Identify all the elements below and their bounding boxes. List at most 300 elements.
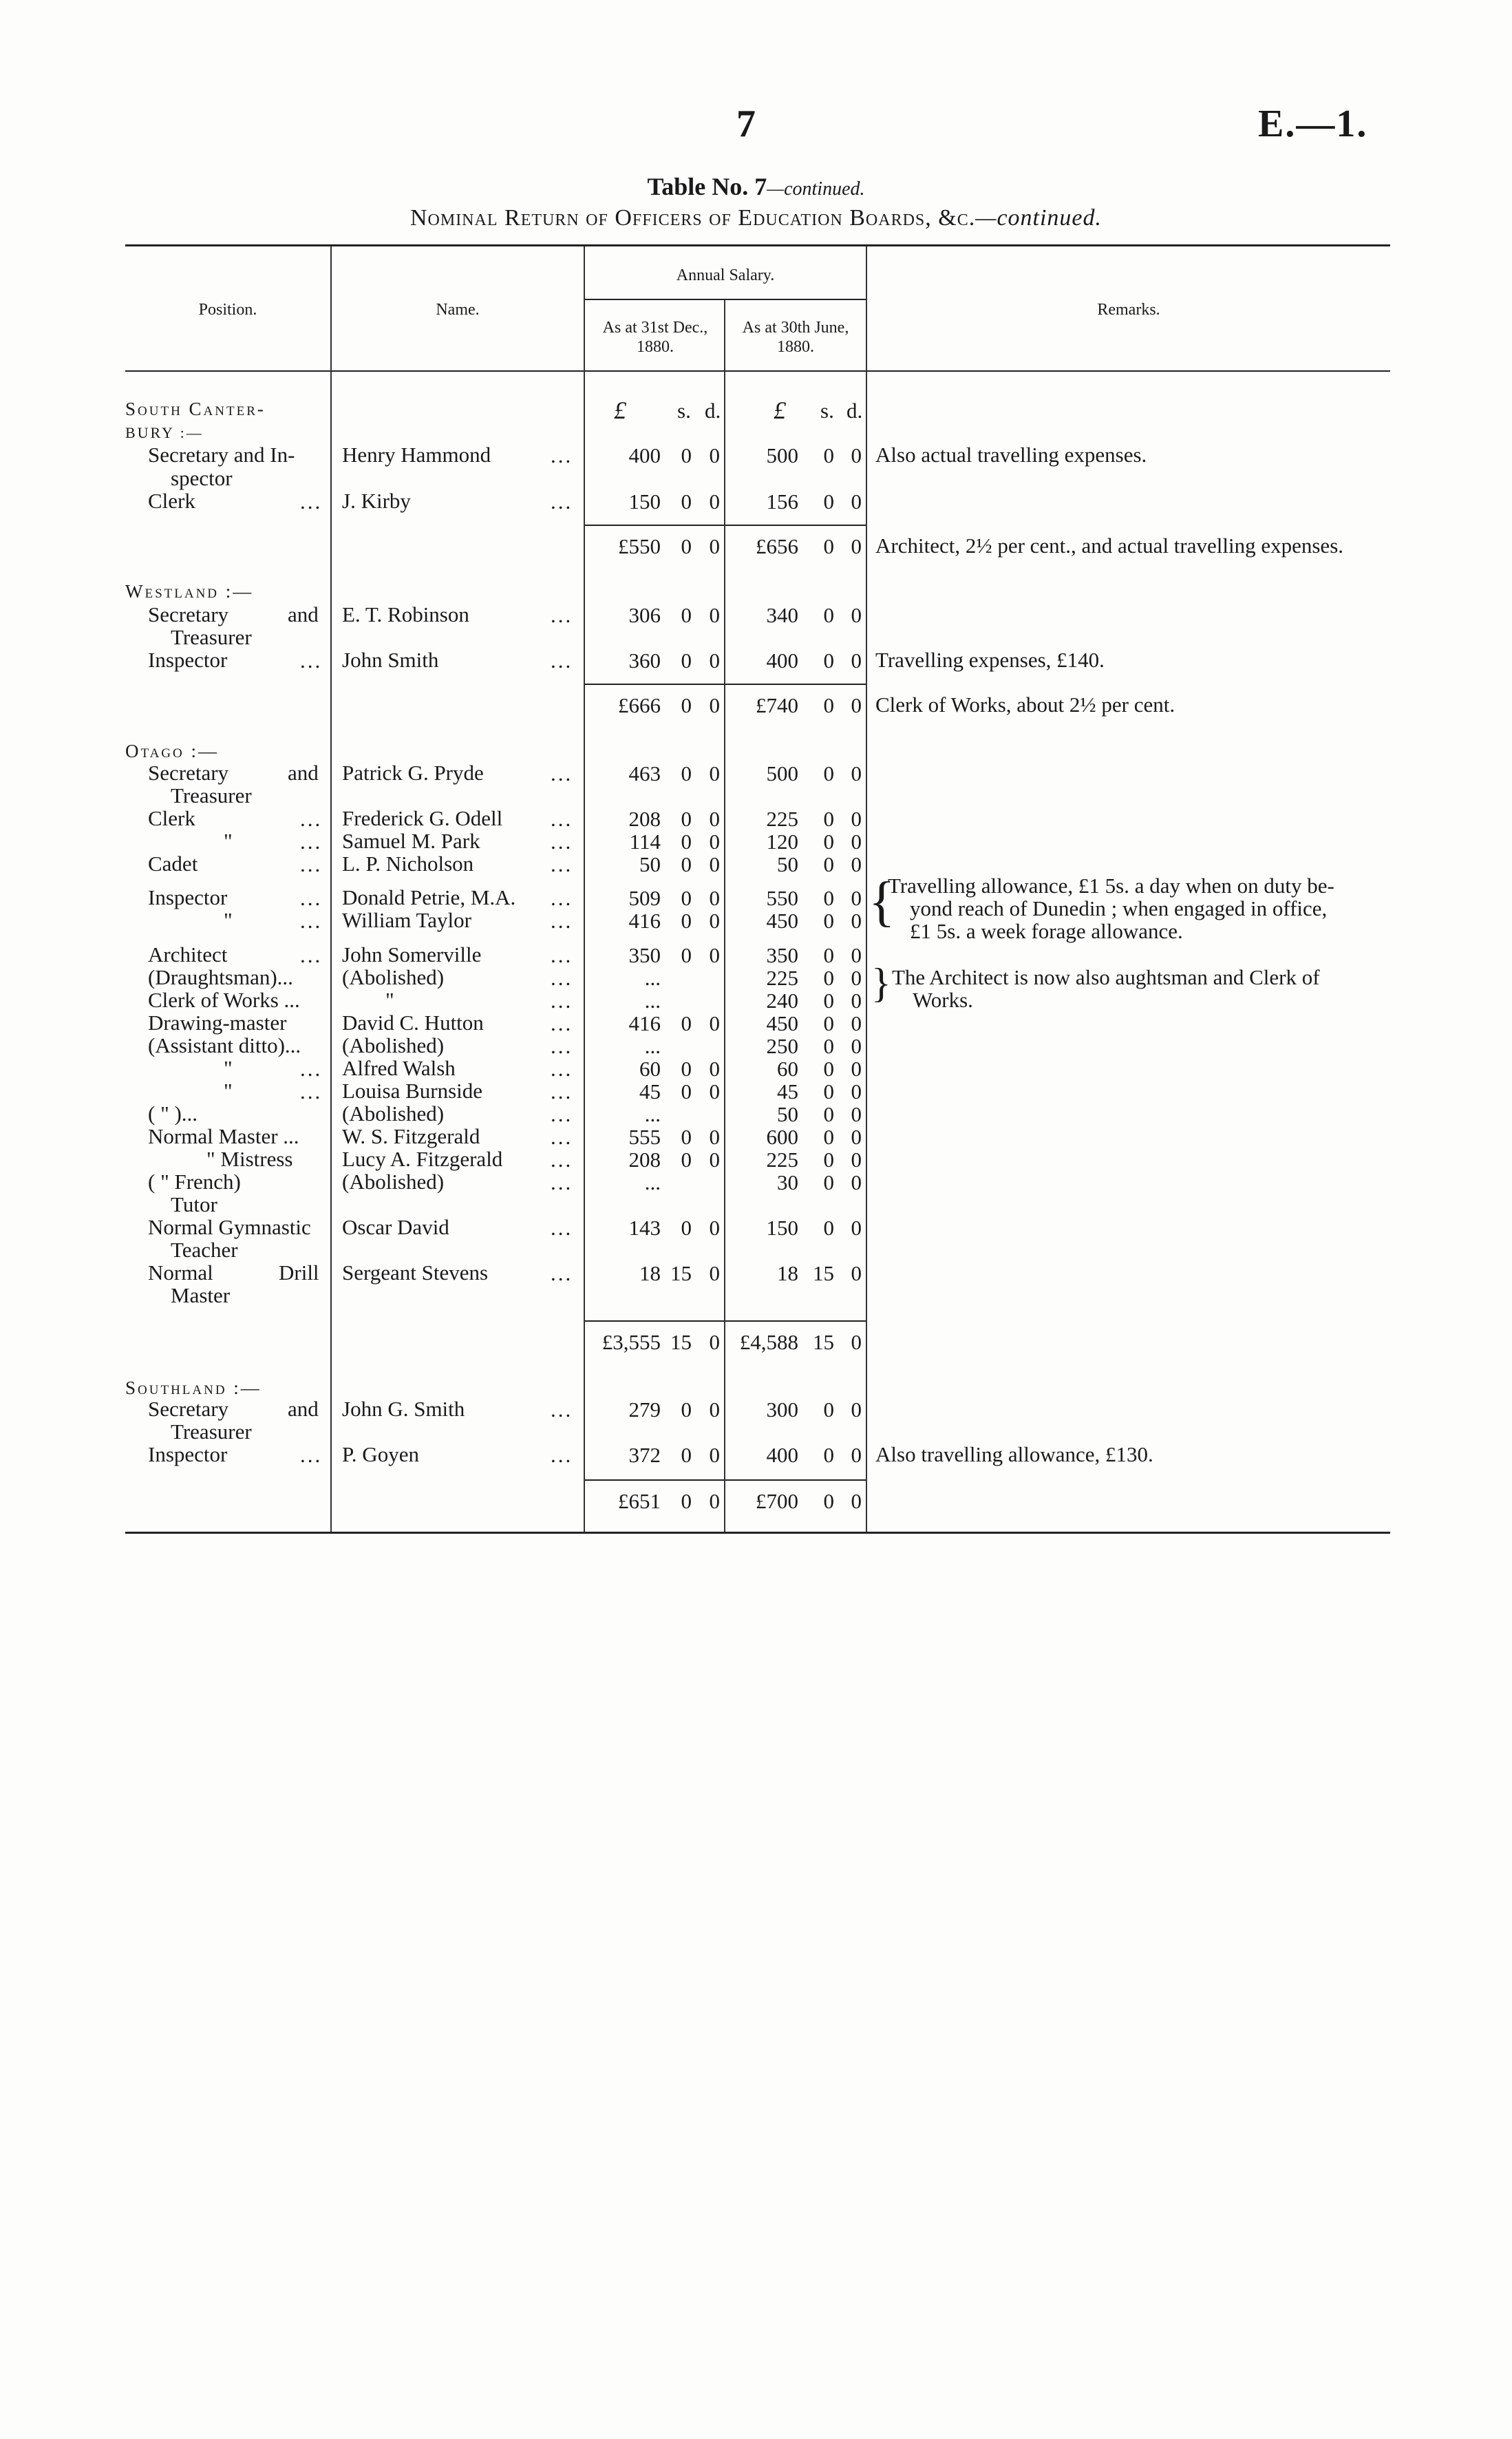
salary-june-shillings: 0	[823, 603, 834, 627]
salary-june-shillings: 0	[823, 830, 834, 854]
header-dec-line1: As at 31st Dec.,	[602, 319, 708, 337]
salary-june-shillings: 0	[823, 1148, 834, 1172]
table-top-rule	[125, 244, 1390, 246]
position-leader-dots: ...	[300, 807, 323, 831]
position-label: BURY :—	[125, 424, 204, 441]
position-leader-dots: ...	[300, 886, 323, 910]
name-leader-dots: ...	[551, 1443, 573, 1467]
salary-dec-pounds: 416	[628, 909, 661, 933]
salary-june-pence: 0	[851, 966, 862, 990]
column-divider-position	[330, 246, 332, 1532]
salary-june-pence: 0	[851, 1057, 862, 1081]
brace-architect: }	[871, 960, 891, 1006]
salary-june-pence: 0	[851, 1216, 862, 1240]
header-june-line2: 1880.	[777, 338, 814, 356]
position-label: (Draughtsman)...	[148, 965, 293, 989]
salary-dec-pounds: 45	[639, 1079, 661, 1104]
salary-june-pence: 0	[851, 761, 862, 785]
salary-june-shillings: 0	[823, 1489, 834, 1513]
salary-dec-shillings: 0	[681, 443, 692, 467]
position-leader-dots: ...	[300, 852, 323, 876]
salary-dec-pence: 0	[709, 943, 720, 967]
salary-dec-shillings: 0	[681, 807, 692, 831]
officer-name: (Abolished)	[342, 1170, 445, 1194]
salary-dec-pounds: 555	[628, 1125, 661, 1149]
position-label: Normal Gymnastic	[148, 1215, 311, 1239]
salary-dec-pounds: 416	[628, 1011, 661, 1035]
name-leader-dots: ...	[551, 886, 573, 910]
position-label: Secretary	[148, 761, 229, 785]
remark-travel-line3: £1 5s. a week forage allowance.	[910, 919, 1183, 943]
salary-june-pounds: 156	[766, 489, 798, 514]
salary-june-pounds: 225	[766, 966, 798, 990]
salary-dec-pence: 0	[709, 1148, 720, 1172]
salary-dec-pounds: 372	[628, 1443, 661, 1467]
name-leader-dots: ...	[551, 1261, 573, 1285]
salary-june-pounds: 240	[766, 989, 798, 1013]
header-position: Position.	[198, 301, 257, 319]
salary-june-pounds: 500	[766, 443, 798, 467]
salary-june-pounds: 45	[777, 1079, 798, 1104]
salary-dec-shillings: 0	[681, 1489, 692, 1513]
remark-travel-line1: Travelling allowance, £1 5s. a day when on duty be-	[888, 874, 1334, 898]
salary-june-shillings: 0	[823, 1216, 834, 1240]
salary-dec-pounds: ...	[644, 989, 661, 1013]
name-leader-dots: ...	[551, 443, 573, 467]
officer-name: Donald Petrie, M.A.	[342, 885, 516, 909]
salary-dec-pence: 0	[709, 886, 720, 910]
salary-dec-pounds: 60	[639, 1057, 661, 1081]
salary-june-shillings: 0	[823, 1034, 834, 1058]
remark-text: Architect, 2½ per cent., and actual travelling expenses.	[875, 534, 1344, 558]
salary-dec-shillings: 0	[681, 852, 692, 876]
document-reference: E.—1.	[1258, 103, 1368, 145]
salary-dec-pence: 0	[709, 1057, 720, 1081]
salary-june-pounds: 340	[766, 603, 798, 627]
salary-june-pence: 0	[851, 603, 862, 627]
position-label: Treasurer	[171, 783, 252, 807]
name-leader-dots: ...	[551, 1034, 573, 1058]
salary-dec-shillings: 0	[681, 1011, 692, 1035]
salary-dec-pounds: 18	[639, 1261, 661, 1285]
table-subtitle-continued: —continued.	[975, 205, 1103, 231]
salary-june-pence: 0	[851, 1148, 862, 1172]
salary-june-pence: 0	[851, 1034, 862, 1058]
salary-dec-pence: 0	[709, 852, 720, 876]
position-and-word: and	[288, 761, 319, 785]
salary-june-pounds: £700	[756, 1489, 798, 1513]
unit-d-dec: d.	[705, 399, 721, 423]
unit-pound-june: £	[774, 397, 786, 424]
name-leader-dots: ...	[551, 1216, 573, 1240]
position-label: Drawing-master	[148, 1011, 287, 1035]
salary-dec-pence: 0	[709, 1489, 720, 1513]
table-subtitle-main: Nominal Return of Officers of Education Boards, &c.	[409, 205, 976, 231]
officer-name: E. T. Robinson	[342, 602, 469, 626]
position-label: Clerk	[148, 806, 195, 830]
header-remarks: Remarks.	[1097, 301, 1160, 319]
salary-june-pence: 0	[851, 1261, 862, 1285]
officer-name: Henry Hammond	[342, 443, 491, 467]
salary-dec-pounds: 279	[628, 1397, 661, 1422]
officer-name: John Somerville	[342, 942, 482, 967]
salary-june-shillings: 0	[823, 909, 834, 933]
salary-dec-pounds: ...	[644, 1102, 661, 1126]
position-leader-dots: ...	[300, 489, 323, 514]
salary-dec-pounds: £3,555	[601, 1330, 661, 1354]
name-leader-dots: ...	[551, 603, 573, 627]
position-label: Master	[171, 1283, 231, 1307]
position-leader-dots: ...	[300, 830, 323, 854]
officer-name: John Smith	[342, 648, 439, 672]
remark-text: Travelling expenses, £140.	[875, 648, 1105, 672]
salary-june-pounds: 450	[766, 909, 798, 933]
name-leader-dots: ...	[551, 989, 573, 1013]
position-label: Treasurer	[171, 625, 252, 649]
salary-june-shillings: 0	[823, 886, 834, 910]
salary-june-shillings: 0	[823, 648, 834, 673]
header-june-1880	[725, 318, 866, 357]
salary-june-shillings: 0	[823, 1079, 834, 1104]
salary-june-shillings: 0	[823, 989, 834, 1013]
salary-dec-pence: 0	[709, 1125, 720, 1149]
position-leader-dots: ...	[300, 1443, 323, 1467]
salary-june-pence: 0	[851, 489, 862, 514]
position-label: Clerk	[148, 489, 195, 513]
salary-june-pounds: 600	[766, 1125, 798, 1149]
name-leader-dots: ...	[551, 489, 573, 514]
name-leader-dots: ...	[551, 761, 573, 785]
position-leader-dots: ...	[300, 909, 323, 933]
salary-dec-shillings: 0	[681, 1057, 692, 1081]
officer-name: (Abolished)	[342, 965, 445, 989]
salary-june-pounds: 50	[777, 852, 798, 876]
salary-june-pence: 0	[851, 943, 862, 967]
salary-dec-pounds: 150	[628, 489, 661, 514]
salary-june-pence: 0	[851, 909, 862, 933]
brace-travel: {	[869, 872, 895, 932]
salary-dec-pounds: 208	[628, 807, 661, 831]
salary-june-pence: 0	[851, 852, 862, 876]
salary-june-pence: 0	[851, 1011, 862, 1035]
name-leader-dots: ...	[551, 909, 573, 933]
salary-june-pounds: £740	[756, 693, 798, 717]
position-label: Normal	[148, 1260, 213, 1285]
salary-june-shillings: 15	[813, 1330, 834, 1354]
salary-june-pounds: 450	[766, 1011, 798, 1035]
salary-dec-shillings: 15	[670, 1261, 692, 1285]
officer-name: Samuel M. Park	[342, 829, 480, 853]
salary-june-pounds: 400	[766, 1443, 798, 1467]
position-label: "	[224, 1079, 233, 1103]
salary-june-pence: 0	[851, 693, 862, 717]
position-and-word: and	[288, 1397, 319, 1421]
header-bottom-rule	[125, 370, 1390, 372]
position-label: Normal Master ...	[148, 1124, 299, 1148]
name-leader-dots: ...	[551, 1011, 573, 1035]
salary-june-pence: 0	[851, 1170, 862, 1194]
salary-dec-shillings: 0	[681, 830, 692, 854]
salary-june-pence: 0	[851, 1489, 862, 1513]
position-leader-dots: ...	[300, 1057, 323, 1081]
salary-dec-pence: 0	[709, 1330, 720, 1354]
salary-dec-shillings: 0	[681, 943, 692, 967]
officer-name: L. P. Nicholson	[342, 852, 474, 876]
salary-dec-pounds: 306	[628, 603, 661, 627]
salary-dec-pounds: 114	[629, 830, 661, 854]
position-label: "	[224, 829, 233, 853]
position-leader-dots: ...	[300, 648, 323, 673]
position-label: Tutor	[171, 1192, 217, 1216]
position-label: South Canter-	[125, 399, 266, 419]
position-label: Inspector	[148, 1442, 228, 1466]
salary-dec-pence: 0	[709, 648, 720, 673]
salary-june-pounds: 225	[766, 1148, 798, 1172]
salary-dec-pounds: 509	[628, 886, 661, 910]
position-leader-dots: ...	[300, 943, 323, 967]
salary-june-pence: 0	[851, 443, 862, 467]
salary-june-shillings: 0	[823, 693, 834, 717]
salary-june-pounds: 50	[777, 1102, 798, 1126]
salary-june-shillings: 0	[823, 1397, 834, 1422]
name-leader-dots: ...	[551, 1125, 573, 1149]
salary-june-pence: 0	[851, 1125, 862, 1149]
salary-june-pence: 0	[851, 1079, 862, 1104]
salary-dec-shillings: 0	[681, 693, 692, 717]
officer-name: (Abolished)	[342, 1033, 445, 1057]
salary-june-pence: 0	[851, 1330, 862, 1354]
salary-dec-shillings: 0	[681, 603, 692, 627]
salary-june-shillings: 0	[823, 534, 834, 558]
officer-name: W. S. Fitzgerald	[342, 1124, 480, 1148]
header-dec-line2: 1880.	[637, 338, 674, 356]
salary-june-shillings: 0	[823, 761, 834, 785]
salary-june-pounds: 300	[766, 1397, 798, 1422]
salary-dec-pence: 0	[709, 693, 720, 717]
position-label: Secretary	[148, 602, 229, 626]
salary-june-pounds: 18	[777, 1261, 798, 1285]
officer-name: Lucy A. Fitzgerald	[342, 1147, 503, 1171]
salary-dec-pence: 0	[709, 807, 720, 831]
salary-dec-pounds: 400	[628, 443, 661, 467]
salary-dec-pence: 0	[709, 830, 720, 854]
position-label: ( " French)	[148, 1170, 241, 1194]
unit-pound-dec: £	[614, 397, 626, 424]
salary-dec-pence: 0	[709, 1261, 720, 1285]
officer-name: David C. Hutton	[342, 1011, 484, 1035]
salary-dec-pounds: £550	[618, 534, 661, 558]
officer-name: (Abolished)	[342, 1101, 445, 1126]
position-label: spector	[171, 466, 233, 490]
salary-june-pounds: 350	[766, 943, 798, 967]
name-leader-dots: ...	[551, 1170, 573, 1194]
salary-june-pounds: 550	[766, 886, 798, 910]
salary-june-pounds: 250	[766, 1034, 798, 1058]
salary-june-shillings: 0	[823, 1170, 834, 1194]
salary-june-pence: 0	[851, 807, 862, 831]
salary-june-pounds: 120	[766, 830, 798, 854]
position-label: Clerk of Works ...	[148, 988, 300, 1012]
salary-dec-pounds: 50	[639, 852, 661, 876]
position-label: Secretary	[148, 1397, 229, 1421]
salary-june-shillings: 0	[823, 1057, 834, 1081]
salary-dec-shillings: 0	[681, 648, 692, 673]
salary-june-pence: 0	[851, 1443, 862, 1467]
salary-june-pounds: 30	[777, 1170, 798, 1194]
salary-dec-shillings: 0	[681, 1125, 692, 1149]
officer-name: William Taylor	[342, 908, 471, 932]
position-label: Westland :—	[125, 581, 254, 602]
salary-june-shillings: 0	[823, 966, 834, 990]
name-leader-dots: ...	[551, 943, 573, 967]
salary-june-pence: 0	[851, 1397, 862, 1422]
position-label: Teacher	[171, 1238, 238, 1262]
table-title-continued: —continued.	[767, 178, 865, 200]
officer-name: P. Goyen	[342, 1442, 419, 1466]
salary-june-pounds: 400	[766, 648, 798, 673]
salary-dec-pence: 0	[709, 443, 720, 467]
salary-dec-shillings: 0	[681, 1148, 692, 1172]
header-june-line1: As at 30th June,	[742, 319, 849, 337]
salary-dec-pence: 0	[709, 1443, 720, 1467]
position-label: Inspector	[148, 885, 228, 909]
header-annual-salary: Annual Salary.	[676, 266, 775, 284]
salary-dec-shillings: 0	[681, 1397, 692, 1422]
salary-june-shillings: 0	[823, 1102, 834, 1126]
salary-dec-shillings: 0	[681, 761, 692, 785]
remark-architect-line2: Works.	[913, 988, 973, 1012]
position-drill-word: Drill	[279, 1260, 319, 1285]
salary-dec-pounds: ...	[644, 966, 661, 990]
salary-june-pence: 0	[851, 648, 862, 673]
salary-dec-pounds: 208	[628, 1148, 661, 1172]
salary-dec-shillings: 0	[681, 1443, 692, 1467]
officer-name: John G. Smith	[342, 1397, 465, 1421]
salary-dec-pence: 0	[709, 909, 720, 933]
position-label: (Assistant ditto)...	[148, 1033, 301, 1057]
salary-june-shillings: 0	[823, 852, 834, 876]
salary-june-pence: 0	[851, 534, 862, 558]
name-leader-dots: ...	[551, 648, 573, 673]
remark-text: Also travelling allowance, £130.	[875, 1442, 1153, 1466]
salary-june-pounds: £4,588	[739, 1330, 798, 1354]
position-label: " Mistress	[206, 1147, 293, 1171]
position-label: Southland :—	[125, 1377, 262, 1398]
header-dec-1880	[586, 318, 724, 357]
salary-dec-shillings: 0	[681, 489, 692, 514]
salary-dec-pounds: ...	[644, 1034, 661, 1058]
name-leader-dots: ...	[551, 852, 573, 876]
position-and-word: and	[288, 602, 319, 626]
salary-june-shillings: 15	[813, 1261, 834, 1285]
table-title-main: Table No. 7	[647, 173, 767, 200]
salary-june-shillings: 0	[823, 443, 834, 467]
position-label: Inspector	[148, 648, 228, 672]
officer-name: Louisa Burnside	[342, 1079, 483, 1103]
position-label: Architect	[148, 942, 228, 967]
salary-dec-pence: 0	[709, 1011, 720, 1035]
name-leader-dots: ...	[551, 966, 573, 990]
column-divider-name	[584, 246, 585, 1532]
salary-june-pounds: 150	[766, 1216, 798, 1240]
position-label: "	[224, 1056, 233, 1080]
salary-dec-pence: 0	[709, 761, 720, 785]
salary-june-pounds: 60	[777, 1057, 798, 1081]
unit-d-june: d.	[846, 399, 863, 423]
salary-dec-shillings: 15	[670, 1330, 692, 1354]
salary-dec-shillings: 0	[681, 534, 692, 558]
remark-text: Clerk of Works, about 2½ per cent.	[875, 693, 1175, 717]
table-title	[0, 172, 1512, 201]
salary-dec-shillings: 0	[681, 909, 692, 933]
salary-dec-pence: 0	[709, 1079, 720, 1104]
remark-architect-line1: The Architect is now also aughtsman and Clerk of	[892, 965, 1320, 989]
salary-dec-pounds: 350	[628, 943, 661, 967]
position-label: Cadet	[148, 852, 198, 876]
officer-name: J. Kirby	[342, 489, 411, 513]
table-bottom-rule	[125, 1532, 1390, 1534]
salary-june-shillings: 0	[823, 943, 834, 967]
name-leader-dots: ...	[551, 830, 573, 854]
salary-dec-shillings: 0	[681, 886, 692, 910]
salary-dec-shillings: 0	[681, 1079, 692, 1104]
salary-dec-pence: 0	[709, 534, 720, 558]
position-label: Treasurer	[171, 1419, 252, 1444]
officer-name: Alfred Walsh	[342, 1056, 456, 1080]
officer-name: Oscar David	[342, 1215, 449, 1239]
salary-june-pence: 0	[851, 1102, 862, 1126]
name-leader-dots: ...	[551, 1057, 573, 1081]
salary-dec-pence: 0	[709, 489, 720, 514]
header-name: Name.	[436, 301, 480, 319]
position-label: Otago :—	[125, 741, 219, 761]
salary-dec-pounds: £651	[618, 1489, 661, 1513]
salary-dec-pence: 0	[709, 1216, 720, 1240]
salary-dec-shillings: 0	[681, 1216, 692, 1240]
salary-june-shillings: 0	[823, 807, 834, 831]
salary-june-shillings: 0	[823, 1443, 834, 1467]
salary-june-pounds: 500	[766, 761, 798, 785]
table-subtitle	[0, 205, 1512, 231]
salary-june-pounds: 225	[766, 807, 798, 831]
salary-dec-pence: 0	[709, 1397, 720, 1422]
unit-s-june: s.	[820, 399, 834, 423]
officer-name: Frederick G. Odell	[342, 806, 503, 830]
officer-name: "	[385, 988, 394, 1012]
page-number: 7	[736, 103, 756, 145]
position-label: Secretary and In-	[148, 443, 295, 467]
salary-dec-pence: 0	[709, 603, 720, 627]
remark-travel-line2: yond reach of Dunedin ; when engaged in office,	[910, 896, 1328, 920]
salary-dec-pounds: £666	[618, 693, 661, 717]
officer-name: Patrick G. Pryde	[342, 761, 484, 785]
salary-dec-pounds: 360	[628, 648, 661, 673]
officer-name: Sergeant Stevens	[342, 1260, 489, 1285]
unit-s-dec: s.	[677, 399, 691, 423]
name-leader-dots: ...	[551, 807, 573, 831]
salary-june-pence: 0	[851, 830, 862, 854]
salary-june-shillings: 0	[823, 489, 834, 514]
salary-june-pence: 0	[851, 886, 862, 910]
salary-june-pence: 0	[851, 989, 862, 1013]
name-leader-dots: ...	[551, 1079, 573, 1104]
column-divider-salary	[724, 300, 725, 1532]
position-label: "	[224, 908, 233, 932]
position-label: ( " )...	[148, 1101, 198, 1126]
name-leader-dots: ...	[551, 1397, 573, 1422]
salary-dec-pounds: ...	[644, 1170, 661, 1194]
salary-dec-pounds: 143	[628, 1216, 661, 1240]
